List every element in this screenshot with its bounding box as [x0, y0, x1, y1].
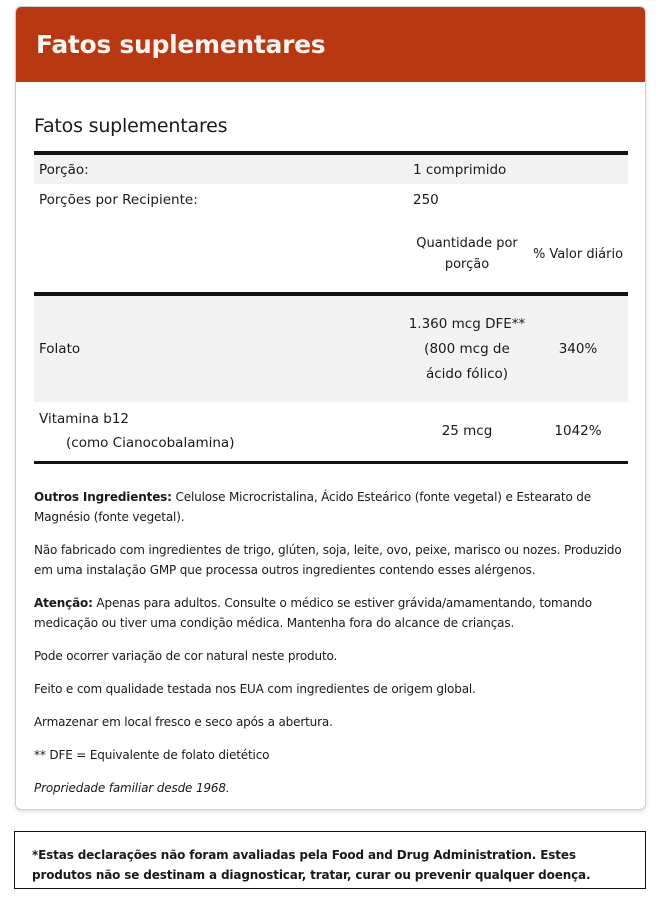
warning-label: Atenção: — [34, 595, 93, 610]
serving-size-row — [34, 153, 628, 184]
nutrient-source: (como Cianocobalamina) — [66, 435, 235, 452]
daily-value-column-header: % Valor diário — [532, 246, 624, 262]
nutrient-name-cell — [34, 402, 406, 462]
family-owned-text: Propriedade familiar desde 1968. — [34, 780, 230, 795]
storage-note: Armazenar em local fresco e seco após a abertura. — [34, 714, 333, 729]
column-header-row — [34, 216, 628, 294]
supplement-facts-card — [15, 6, 646, 810]
other-ingredients-label: Outros Ingredientes: — [34, 489, 172, 504]
other-ingredients-text: Celulose Microcristalina, Ácido Esteárico (fonte vegetal) e Estearato de Magnésio (fonte vegetal). — [34, 489, 591, 524]
nutrient-row — [34, 402, 628, 462]
dfe-footnote: ** DFE = Equivalente de folato dietético — [34, 747, 270, 762]
facts-title: Fatos suplementares — [34, 115, 228, 137]
servings-per-container-value: 250 — [413, 192, 439, 208]
serving-size-label: Porção: — [34, 153, 406, 184]
amount-column-header: Quantidade por porção — [416, 236, 518, 272]
servings-per-container-label: Porções por Recipiente: — [39, 192, 198, 208]
card-header-title: Fatos suplementares — [36, 30, 326, 59]
color-variation-note: Pode ocorrer variação de cor natural neste produto. — [34, 648, 338, 663]
nutrient-amount: 25 mcg — [441, 423, 493, 440]
supplement-facts-table — [34, 151, 628, 464]
nutrient-name: Vitamina b12 — [39, 411, 130, 428]
nutrient-name: Folato — [34, 294, 406, 402]
nutrient-amount: 1.360 mcg DFE** (800 mcg de ácido fólico) — [406, 294, 528, 402]
allergen-statement: Não fabricado com ingredientes de trigo, glúten, soja, leite, ovo, peixe, marisco ou nozes. Produzido em uma instalação GMP que processa outros ingredientes contendo esses alérgenos. — [34, 542, 622, 577]
fda-disclaimer: *Estas declarações não foram avaliadas pela Food and Drug Administration. Estes produtos não se destinam a diagnosticar, tratar, curar ou prevenir qualquer doença. — [14, 831, 646, 889]
card-header — [16, 7, 645, 82]
nutrient-daily-value: 1042% — [554, 423, 602, 440]
other-ingredients — [34, 487, 634, 527]
family-owned-note — [34, 778, 634, 798]
nutrient-column-header — [34, 216, 406, 294]
servings-per-container-row — [34, 184, 628, 216]
nutrient-daily-value: 340% — [528, 294, 628, 402]
product-notes — [34, 487, 627, 798]
card-body — [16, 115, 645, 798]
warning — [34, 593, 634, 633]
serving-size-value: 1 comprimido — [406, 153, 628, 184]
made-in-note: Feito e com qualidade testada nos EUA com ingredientes de origem global. — [34, 681, 476, 696]
warning-text: Apenas para adultos. Consulte o médico se estiver grávida/amamentando, tomando medicação ou tiver uma condição médica. Mantenha fora do alcance de crianças. — [34, 595, 592, 630]
nutrient-row — [34, 294, 628, 402]
